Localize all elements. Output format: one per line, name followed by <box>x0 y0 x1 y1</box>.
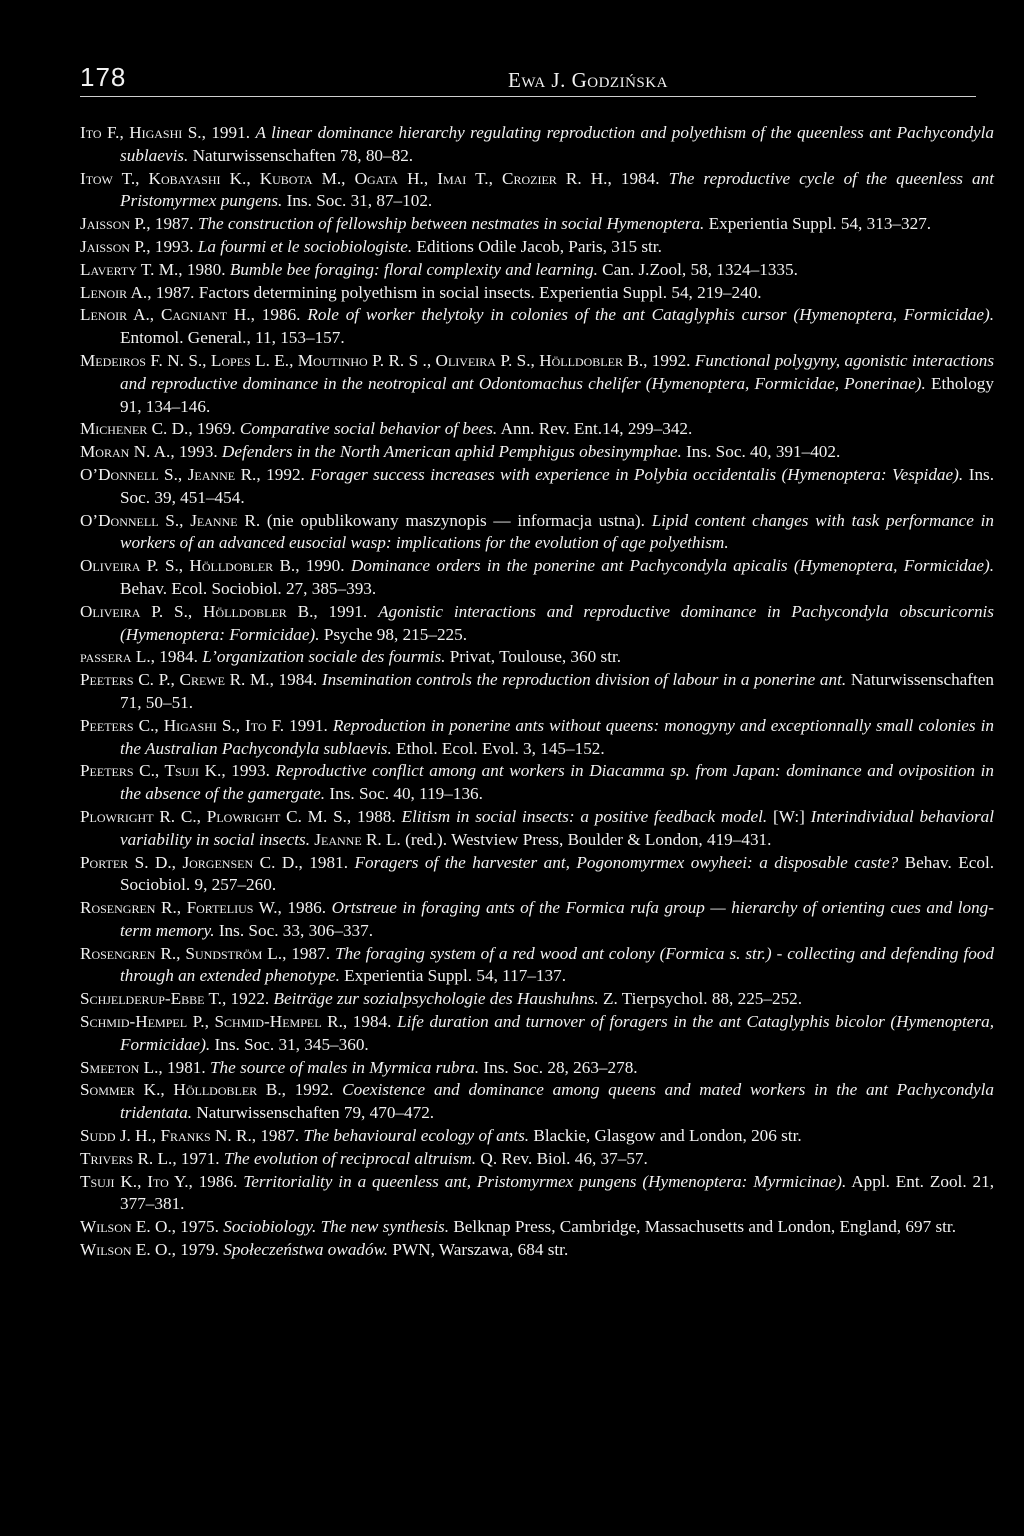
reference-item <box>80 760 994 806</box>
reference-title: La fourmi et le sociobiologiste. <box>197 236 413 256</box>
reference-item <box>80 1057 994 1080</box>
reference-source: (nie opublikowany maszynopis — informacja ustna). <box>266 510 645 530</box>
reference-authors: Plowright R. C., Plowright C. M. S., 1988. <box>80 806 396 826</box>
reference-source: [W:] <box>773 806 805 826</box>
reference-authors: Lenoir A., Cagniant H., 1986. <box>80 305 301 325</box>
reference-source: Privat, Toulouse, 360 str. <box>449 647 622 667</box>
reference-item <box>80 236 994 259</box>
reference-title: Forager success increases with experience in Polybia occidentalis (Hymenoptera: Vespidae). <box>310 464 964 484</box>
reference-source: Experientia Suppl. 54, 313–327. <box>708 214 932 234</box>
reference-authors: Jaisson P., 1987. <box>80 214 194 234</box>
reference-title: Comparative social behavior of bees. <box>239 419 498 439</box>
reference-item <box>80 213 994 236</box>
reference-item <box>80 1125 994 1148</box>
reference-title: A linear dominance hierarchy regulating reproduction and polyethism of the queenless ant Pachycondyla sublaevis. <box>120 123 995 165</box>
reference-authors: Itow T., Kobayashi K., Kubota M., Ogata H., Imai T., Crozier R. H., 1984. <box>80 168 660 188</box>
reference-item <box>80 122 994 168</box>
reference-item <box>80 1171 994 1217</box>
reference-title: Społeczeństwa owadów. <box>223 1240 389 1260</box>
reference-item <box>80 464 994 510</box>
reference-source: Ethol. Ecol. Evol. 3, 145–152. <box>396 738 605 758</box>
reference-item <box>80 168 994 214</box>
reference-title: L’organization sociale des fourmis. <box>202 647 446 667</box>
reference-book-title: Interindividual behavioral variability in social insects. <box>120 806 995 849</box>
reference-authors: Laverty T. M., 1980. <box>80 259 226 279</box>
reference-item <box>80 1239 994 1262</box>
reference-source: Behav. Ecol. Sociobiol. 27, 385–393. <box>120 578 377 598</box>
reference-item <box>80 555 994 601</box>
reference-item <box>80 350 994 418</box>
reference-source: Q. Rev. Biol. 46, 37–57. <box>480 1148 648 1168</box>
reference-item <box>80 669 994 715</box>
reference-title: Foragers of the harvester ant, Pogonomyrmex owyheei: a disposable caste? <box>354 852 899 872</box>
reference-title: Insemination controls the reproduction division of labour in a ponerine ant. <box>321 670 847 690</box>
reference-title: The behavioural ecology of ants. <box>303 1126 530 1146</box>
reference-publisher: (red.). Westview Press, Boulder & London, 419–431. <box>405 829 772 849</box>
reference-authors: Peeters C., Higashi S., Ito F. 1991. <box>80 715 328 735</box>
reference-source: Entomol. General., 11, 153–157. <box>120 328 345 348</box>
reference-source: Ethology 91, 134–146. <box>120 373 994 416</box>
reference-title: Sociobiology. The new synthesis. <box>223 1217 450 1237</box>
reference-source: Behav. Ecol. Sociobiol. 9, 257–260. <box>120 852 995 895</box>
reference-source: PWN, Warszawa, 684 str. <box>392 1240 569 1260</box>
reference-authors: Peeters C. P., Crewe R. M., 1984. <box>80 670 318 690</box>
reference-item <box>80 304 994 350</box>
reference-authors: Oliveira P. S., Hölldobler B., 1990. <box>80 556 345 576</box>
reference-title: Agonistic interactions and reproductive dominance in Pachycondyla obscuricornis (Hymenoptera: Formicidae). <box>120 601 994 644</box>
reference-source: Blackie, Glasgow and London, 206 str. <box>533 1126 802 1146</box>
reference-authors: O’Donnell S., Jeanne R. <box>80 510 261 530</box>
page-number: 178 <box>80 62 127 92</box>
reference-item <box>80 1216 994 1239</box>
reference-authors: Lenoir A., 1987. <box>80 282 195 302</box>
reference-title: The reproductive cycle of the queenless ant Pristomyrmex pungens. <box>120 168 995 211</box>
reference-source: Ins. Soc. 40, 119–136. <box>329 784 483 804</box>
reference-authors: Schjelderup-Ebbe T., 1922. <box>80 989 270 1009</box>
reference-item <box>80 418 994 441</box>
reference-source: Editions Odile Jacob, Paris, 315 str. <box>416 236 662 256</box>
reference-title: Elitism in social insects: a positive feedback model. <box>401 806 768 826</box>
reference-title: Reproduction in ponerine ants without queens: monogyny and exceptionnally small colonies in the Australian Pachycondyla sublaevis. <box>120 715 995 758</box>
reference-editor: Jeanne R. L. <box>314 829 401 849</box>
reference-authors: Ito F., Higashi S., 1991. <box>80 123 251 142</box>
reference-title: The source of males in Myrmica rubra. <box>210 1057 480 1077</box>
reference-authors: Smeeton L., 1981. <box>80 1057 206 1077</box>
reference-title: Life duration and turnover of foragers in the ant Cataglyphis bicolor (Hymenoptera, Formicidae). <box>120 1012 994 1054</box>
reference-title: The construction of fellowship between nestmates in social Hymenoptera. <box>197 214 705 234</box>
reference-source: Naturwissenschaften 71, 50–51. <box>120 670 995 712</box>
reference-item <box>80 259 994 282</box>
reference-authors: O’Donnell S., Jeanne R., 1992. <box>80 464 305 484</box>
reference-item <box>80 1148 994 1171</box>
reference-source: Ins. Soc. 39, 451–454. <box>120 464 995 507</box>
reference-title: The evolution of reciprocal altruism. <box>223 1148 477 1168</box>
reference-title: Role of worker thelytoky in colonies of the ant Cataglyphis cursor (Hymenoptera, Formicidae). <box>307 305 994 325</box>
reference-source: Can. J.Zool, 58, 1324–1335. <box>602 259 798 279</box>
reference-authors: Michener C. D., 1969. <box>80 419 236 439</box>
reference-authors: Oliveira P. S., Hölldobler B., 1991. <box>80 601 368 621</box>
reference-source: Appl. Ent. Zool. 21, 377–381. <box>120 1171 994 1214</box>
reference-source: Ins. Soc. 31, 87–102. <box>286 191 433 211</box>
reference-title: Coexistence and dominance among queens and mated workers in the ant Pachycondyla tridentata. <box>120 1080 995 1123</box>
reference-source: Psyche 98, 215–225. <box>323 624 468 644</box>
header-rule <box>80 96 976 97</box>
reference-authors: Schmid-Hempel P., Schmid-Hempel R., 1984. <box>80 1012 392 1032</box>
reference-title: Reproductive conflict among ant workers in Diacamma sp. from Japan: dominance and oviposition in the absence of the gamergate. <box>120 761 994 804</box>
reference-item <box>80 806 994 852</box>
reference-item <box>80 715 994 761</box>
reference-list <box>80 122 994 1262</box>
reference-title: Territoriality in a queenless ant, Pristomyrmex pungens (Hymenoptera: Myrmicinae). <box>243 1171 847 1191</box>
reference-item <box>80 943 994 989</box>
reference-item <box>80 441 994 464</box>
reference-authors: Rosengren R., Fortelius W., 1986. <box>80 898 327 918</box>
reference-authors: Sommer K., Hölldobler B., 1992. <box>80 1080 334 1100</box>
reference-authors: Moran N. A., 1993. <box>80 442 218 462</box>
reference-source: Ann. Rev. Ent.14, 299–342. <box>500 419 693 439</box>
reference-item <box>80 1011 994 1057</box>
reference-source: Ins. Soc. 28, 263–278. <box>483 1057 638 1077</box>
reference-item <box>80 852 994 898</box>
reference-item <box>80 1079 994 1125</box>
reference-source: Naturwissenschaften 79, 470–472. <box>196 1103 435 1123</box>
reference-authors: Peeters C., Tsuji K., 1993. <box>80 761 270 781</box>
reference-source: Ins. Soc. 33, 306–337. <box>218 920 374 940</box>
reference-title: Beiträge zur sozialpsychologie des Haushuhns. <box>273 989 599 1009</box>
reference-title: Bumble bee foraging: floral complexity and learning. <box>229 259 598 279</box>
reference-authors: Wilson E. O., 1975. <box>80 1217 219 1237</box>
reference-title: Defenders in the North American aphid Pemphigus obesinymphae. <box>221 442 682 462</box>
reference-authors: Medeiros F. N. S., Lopes L. E., Moutinho P. R. S ., Oliveira P. S., Hölldobler B., 1992. <box>80 350 691 370</box>
reference-item <box>80 897 994 943</box>
reference-item <box>80 510 994 556</box>
reference-item <box>80 988 994 1011</box>
reference-title: Dominance orders in the ponerine ant Pachycondyla apicalis (Hymenoptera, Formicidae). <box>350 556 994 576</box>
reference-source: Experientia Suppl. 54, 117–137. <box>344 966 566 986</box>
reference-authors: passera L., 1984. <box>80 647 198 667</box>
reference-title: The foraging system of a red wood ant colony (Formica s. str.) - collecting and defending food through an extended phenotype. <box>120 943 994 986</box>
reference-source: Ins. Soc. 31, 345–360. <box>214 1034 369 1054</box>
reference-source: Z. Tierpsychol. 88, 225–252. <box>602 989 803 1009</box>
reference-item <box>80 646 994 669</box>
reference-item <box>80 282 994 305</box>
reference-authors: Sudd J. H., Franks N. R., 1987. <box>80 1126 300 1146</box>
reference-authors: Tsuji K., Ito Y., 1986. <box>80 1171 238 1191</box>
reference-source: Factors determining polyethism in social insects. Experientia Suppl. 54, 219–240. <box>198 282 762 302</box>
running-head: Ewa J. Godzińska <box>508 68 668 92</box>
reference-source: Belknap Press, Cambridge, Massachusetts and London, England, 697 str. <box>453 1217 956 1237</box>
reference-authors: Jaisson P., 1993. <box>80 236 194 256</box>
reference-title: Functional polygyny, agonistic interactions and reproductive dominance in the neotropical ant Odontomachus chelifer (Hymenoptera, Formicidae, Ponerinae). <box>120 350 995 393</box>
reference-authors: Rosengren R., Sundström L., 1987. <box>80 943 330 963</box>
reference-authors: Porter S. D., Jorgensen C. D., 1981. <box>80 852 348 872</box>
reference-title: Lipid content changes with task performance in workers of an advanced eusocial wasp: implications for the evolution of age polyethism. <box>120 510 995 553</box>
reference-source: Ins. Soc. 40, 391–402. <box>686 442 841 462</box>
reference-title: Ortstreue in foraging ants of the Formica rufa group — hierarchy of orienting cues and long-term memory. <box>120 898 995 940</box>
reference-authors: Trivers R. L., 1971. <box>80 1148 220 1168</box>
reference-authors: Wilson E. O., 1979. <box>80 1240 219 1260</box>
reference-item <box>80 601 994 647</box>
reference-source: Naturwissenschaften 78, 80–82. <box>192 145 414 165</box>
